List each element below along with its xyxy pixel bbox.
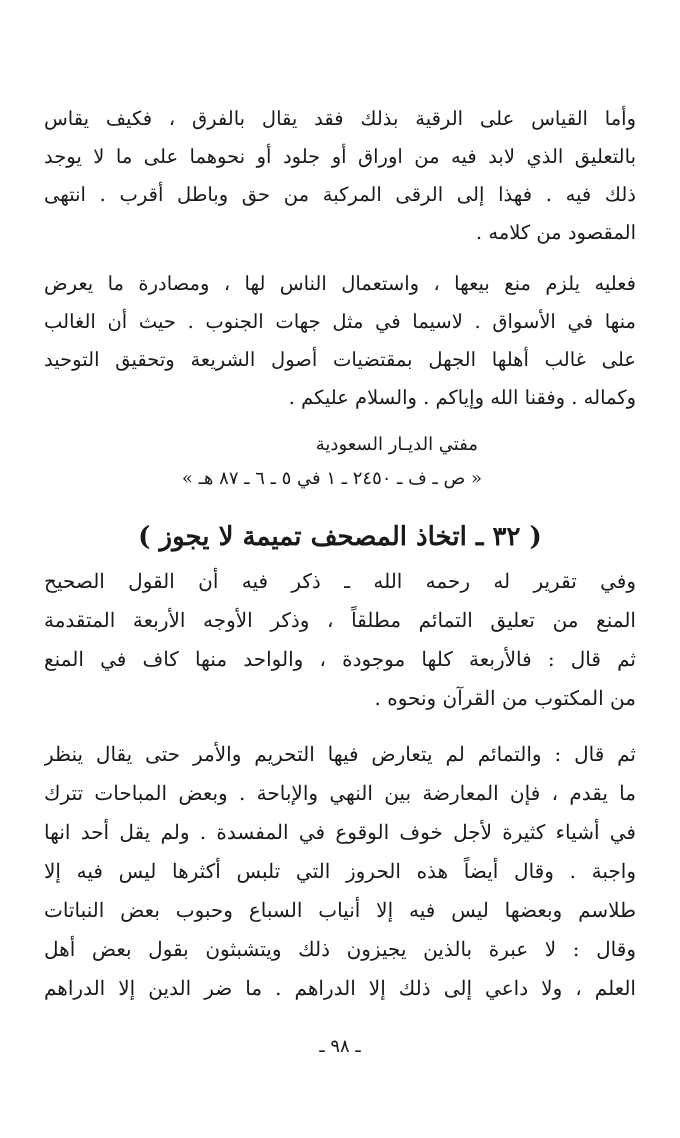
text-line: على غالب أهلها الجهل بمقتضيات أصول الشريعة وتحقيق التوحيد [44, 348, 636, 371]
text-line: منها في الأسواق . لاسيما في مثل جهات الجنوب . حيث أن الغالب [44, 310, 636, 333]
text-line: بالتعليق الذي لابد فيه من اوراق أو جلود أو نحوهما على ما لا يوجد [44, 145, 636, 168]
text-line: وفي تقرير له رحمه الله ـ ذكر فيه أن القول الصحيح [44, 569, 636, 593]
text-line: ذلك فيه . فهذا إلى الرقى المركبة من حق وباطل أقرب . انتهى [44, 183, 636, 206]
page-number: ـ ٩٨ ـ [319, 1036, 361, 1057]
text-line: وأما القياس على الرقية بذلك فقد يقال بالفرق ، فكيف يقاس [44, 107, 636, 130]
text-line: المنع من تعليق التمائم مطلقاً ، وذكر الأوجه الأربعة المتقدمة [44, 608, 636, 632]
text-line: ما يقدم ، فإن المعارضة بين النهي والإباحة . وبعض المباحات تترك [44, 781, 636, 805]
text-line: العلم ، ولا داعي إلى ذلك إلا الدراهم . ما ضر الدين إلا الدراهم [44, 976, 636, 1000]
text-line: ثم قال : فالأربعة كلها موجودة ، والواحد منها كاف في المنع [44, 647, 636, 671]
paragraph-3 [44, 562, 636, 718]
text-line: وكماله . وفقنا الله وإياكم . والسلام عليكم . [288, 386, 636, 409]
paragraph-2 [44, 265, 636, 417]
text-line: المقصود من كلامه . [475, 221, 636, 244]
text-line: فعليه يلزم منع بيعها ، واستعمال الناس لها ، ومصادرة ما يعرض [44, 272, 636, 295]
text-line: وقال : لا عبرة بالذين يجيزون ذلك ويتشبثون بقول بعض أهل [44, 937, 636, 961]
text-line: واجبة . وقال أيضاً هذه الحروز التي تلبس أكثرها ليس فيه إلا [44, 859, 636, 883]
paragraph-4 [44, 735, 636, 1008]
signature-name: مفتي الديـار السعودية [315, 434, 478, 455]
text-line: ثم قال : والتمائم لم يتعارض فيها التحريم والأمر حتى يقال ينظر [44, 742, 636, 766]
text-line: طلاسم وبعضها ليس فيه إلا أنياب السباع وحبوب بعض النباتات [44, 898, 636, 922]
text-line: في أشياء كثيرة لأجل خوف الوقوع في المفسدة . ولم يقل أحد انها [44, 820, 636, 844]
signature-block [44, 428, 636, 496]
paragraph-1 [44, 100, 636, 252]
text-line: من المكتوب من القرآن ونحوه . [374, 686, 636, 710]
signature-reference: « ص ـ ف ـ ٢٤٥٠ ـ ١ في ٥ ـ ٦ ـ ٨٧ هـ » [181, 468, 482, 489]
section-heading: ( ٣٢ ـ اتخاذ المصحف تميمة لا يجوز ) [138, 522, 542, 552]
